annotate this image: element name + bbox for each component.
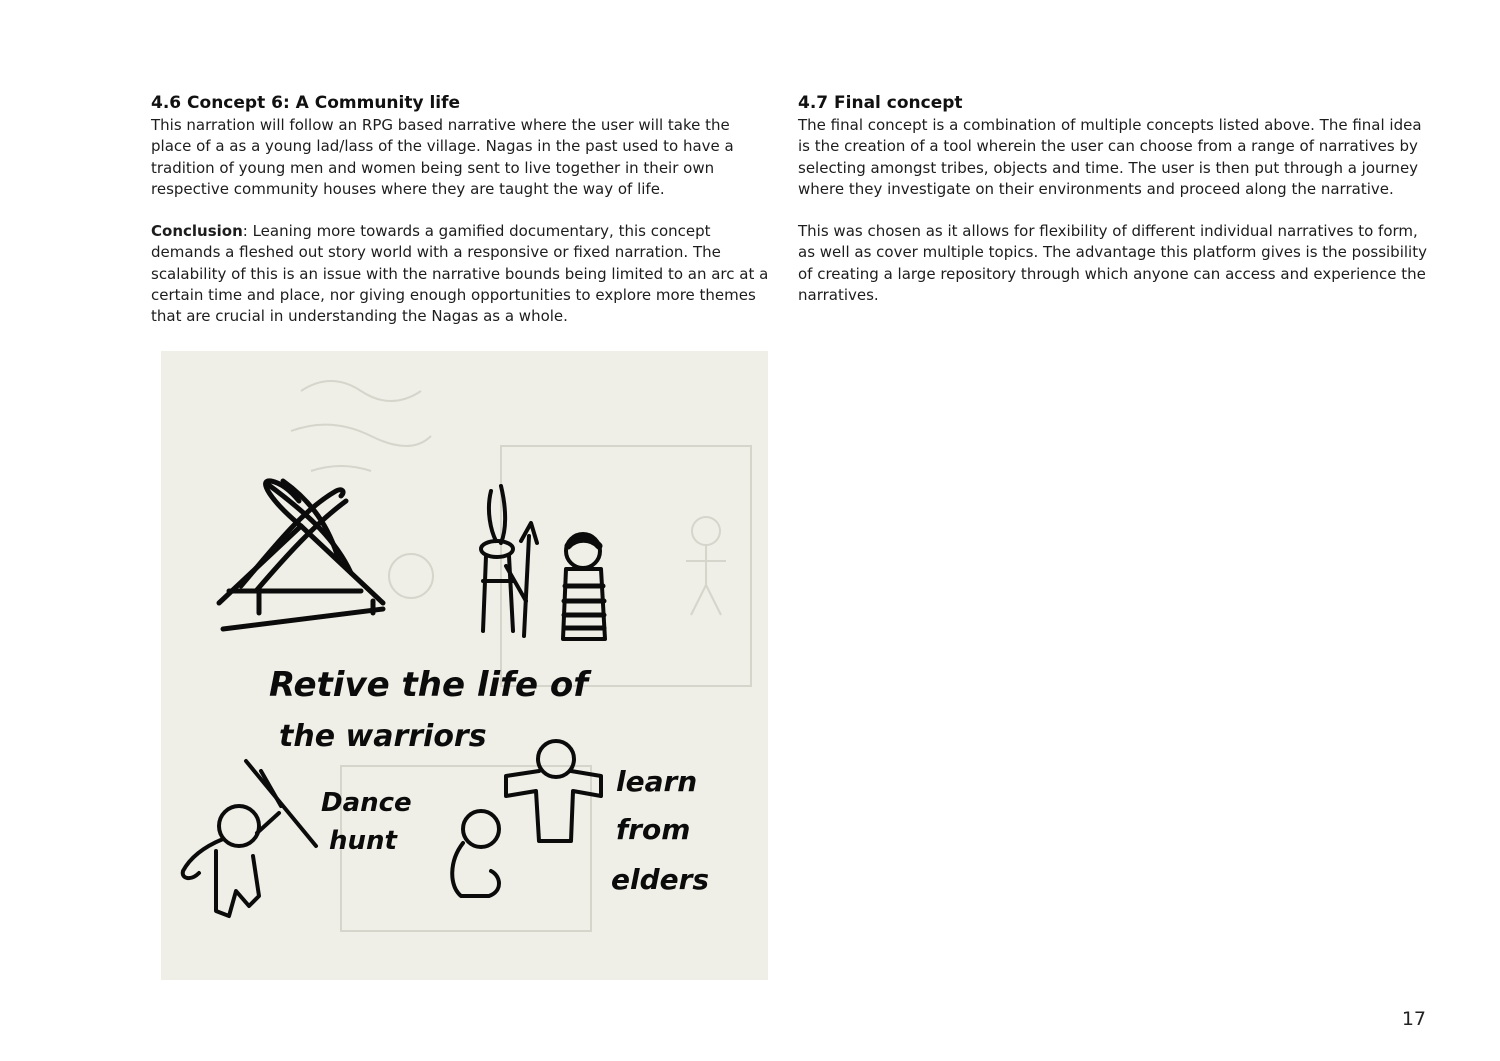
sketch-caption-dance: Dance	[321, 788, 412, 818]
sketch-caption-elders: elders	[611, 863, 710, 896]
sketch-caption-learn: learn	[616, 765, 698, 798]
handwritten-captions	[269, 665, 709, 896]
concept-sketch-photo	[161, 351, 768, 980]
section-heading: 4.6 Concept 6: A Community life	[151, 93, 461, 113]
sketch-caption-from: from	[616, 813, 691, 846]
learners-icon	[452, 741, 601, 896]
section-4-6	[151, 92, 771, 328]
sketch-line-1: Retive the life of	[269, 665, 589, 705]
conclusion-text: : Leaning more towards a gamified documentary, this concept demands a fleshed out story world with a responsive or fixed narration. The scalability of this is an issue with the narrative bounds being limited to an arc at a certain time and place, nor giving enough opportunities to explore more themes that are crucial in understanding the Nagas as a whole.	[151, 222, 769, 326]
sketch-line-2: the warriors	[279, 719, 487, 754]
conclusion-paragraph	[151, 221, 771, 327]
hut-icon	[219, 481, 383, 629]
rationale-paragraph: This was chosen as it allows for flexibility of different individual narratives to form, as well as cover multiple topics. The advantage this platform gives is the possibility of creating a large repository through which anyone can access and experience the narratives.	[798, 222, 1427, 305]
dancer-icon	[183, 761, 316, 916]
page-number: 17	[1401, 1008, 1426, 1030]
conclusion-label: Conclusion	[151, 222, 243, 241]
section-heading: 4.7 Final concept	[798, 93, 963, 113]
sketch-drawing	[161, 351, 768, 980]
villager-icon	[563, 534, 605, 639]
final-concept-paragraph: The final concept is a combination of multiple concepts listed above. The final idea is the creation of a tool wherein the user can choose from a range of narratives by selecting amongst tribes, objects and time. The user is then put through a journey where they investigate on their environments and proceed along the narrative.	[798, 116, 1422, 198]
section-4-7	[798, 92, 1428, 306]
warrior-icon	[481, 486, 537, 636]
section-paragraph: This narration will follow an RPG based narrative where the user will take the place of a as a young lad/lass of the village. Nagas in the past used to have a tradition of young men and women being sent to live together in their own respective community houses where they are taught the way of life.	[151, 116, 734, 198]
sketch-caption-hunt: hunt	[329, 826, 397, 856]
